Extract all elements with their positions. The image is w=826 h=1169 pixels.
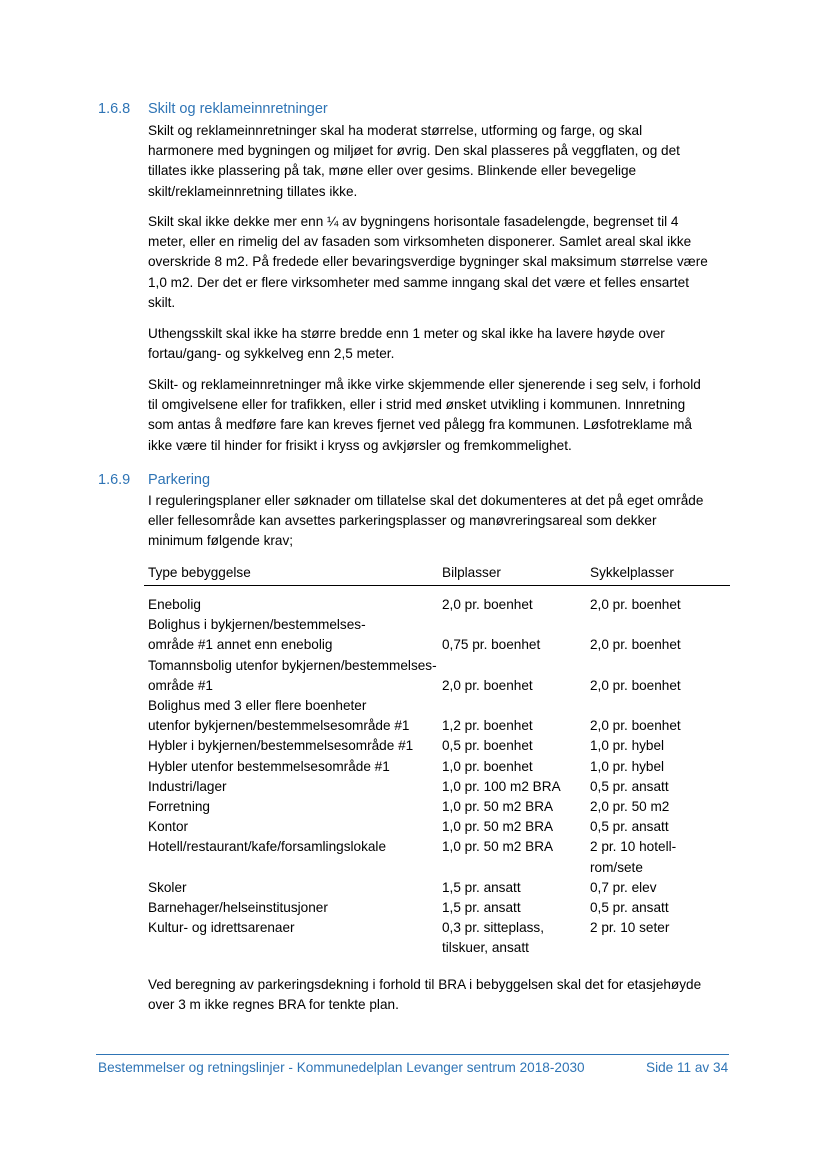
text-line: skilt. [148,294,176,310]
text-line: ikke være til hinder for frisikt i kryss og avkjørsler og fremkommelighet. [148,437,572,453]
cell-line: Tomannsbolig utenfor bykjernen/bestemmelses- [148,657,437,673]
header-sykkelplasser: Sykkelplasser [590,565,674,580]
parking-table [144,563,730,963]
cell-line: Enebolig [148,597,201,612]
cell-line: 2,0 pr. 50 m2 [590,799,670,814]
sykkelplasser-cell [590,736,664,756]
cell-line: Bolighus med 3 eller flere boenheter [148,698,367,713]
type-cell [148,898,328,918]
cell-line: Skoler [148,879,187,895]
sykkelplasser-cell [590,898,669,918]
cell-line: 0,5 pr. ansatt [590,819,669,835]
sykkelplasser-cell [590,817,669,837]
bilplasser-cell [442,898,521,918]
text-line: meter, eller en rimelig del av fasaden som virksomheten disponerer. Samlet areal skal ikke [148,234,692,250]
paragraph-skilt-2 [148,212,733,313]
bilplasser-cell [442,736,533,756]
cell-line [590,656,681,676]
type-cell [148,837,386,857]
text-line: til omgivelsene eller for trafikken, eller i strid med ønsket utvikling i kommunen. Innretning [148,397,686,413]
cell-line [442,615,540,635]
type-cell [148,878,187,898]
sykkelplasser-cell [590,656,681,696]
sykkelplasser-cell [590,777,669,797]
text-line: Ved beregning av parkeringsdekning i forhold til BRA i bebyggelsen skal det for etasjehøyde [148,977,702,992]
cell-line: Kultur- og idrettsarenaer [148,920,295,936]
sykkelplasser-cell [590,757,664,777]
sykkelplasser-cell [590,918,669,938]
paragraph-skilt-4 [148,375,733,456]
section-number: 1.6.9 [98,472,131,488]
bilplasser-cell [442,837,553,857]
bilplasser-cell [442,817,553,837]
cell-line: Industri/lager [148,778,227,794]
cell-line: 1,0 pr. 100 m2 BRA [442,778,561,794]
sykkelplasser-cell [590,696,681,736]
cell-line: Hybler i bykjernen/bestemmelsesområde #1 [148,738,414,754]
cell-line: 1,0 pr. hybel [590,758,665,774]
bilplasser-cell [442,918,544,958]
type-cell [148,736,413,756]
cell-line: 1,0 pr. 50 m2 BRA [442,799,554,814]
cell-line: 0,5 pr. boenhet [442,738,533,754]
cell-line: 1,5 pr. ansatt [442,900,521,915]
cell-line: 2,0 pr. boenhet [590,597,681,612]
bilplasser-cell [442,757,533,777]
bilplasser-cell [442,797,553,817]
bilplasser-cell [442,656,533,696]
cell-line: Kontor [148,819,189,835]
cell-line [442,656,533,676]
cell-line: 2 pr. 10 hotell- [590,839,677,855]
bilplasser-cell [442,777,561,797]
cell-line: 1,0 pr. 50 m2 BRA [442,839,554,855]
paragraph-skilt-3 [148,324,733,364]
text-line: Skilt- og reklameinnretninger må ikke virke skjemmende eller sjenerende i seg selv, i forhold [148,377,701,392]
type-cell [148,656,437,696]
cell-line: Hybler utenfor bestemmelsesområde #1 [148,758,390,774]
text-line: over 3 m ikke regnes BRA for tenkte plan. [148,997,399,1013]
cell-line: 1,0 pr. 50 m2 BRA [442,819,554,835]
cell-line: Hotell/restaurant/kafe/forsamlingslokale [148,839,387,855]
paragraph-skilt-1 [148,121,733,202]
table-header [144,563,730,583]
type-cell [148,696,409,736]
section-title: Skilt og reklameinnretninger [148,101,328,117]
cell-line: utenfor bykjernen/bestemmelsesområde #1 [148,718,410,734]
text-line: Skilt skal ikke dekke mer enn ¼ av bygningens horisontale fasadelengde, begrenset til 4 [148,214,679,229]
text-line: Uthengsskilt skal ikke ha større bredde enn 1 meter og skal ikke ha lavere høyde over [148,326,665,341]
text-line: 1,0 m2. Der det er flere virksomheter med samme inngang skal det være et felles ensartet [148,274,689,290]
footer-document-title: Bestemmelser og retningslinjer - Kommunedelplan Levanger sentrum 2018-2030 [98,1060,585,1075]
type-cell [148,817,188,837]
header-type-bebyggelse: Type bebyggelse [148,565,251,580]
bilplasser-cell [442,595,533,615]
section-title: Parkering [148,472,211,488]
cell-line: 1,0 pr. boenhet [442,758,533,774]
bilplasser-cell [442,615,540,655]
cell-line: 2,0 pr. boenhet [590,677,681,693]
cell-line: Barnehager/helseinstitusjoner [148,900,328,915]
paragraph-parkering-closing [148,975,733,1015]
cell-line: 0,75 pr. boenhet [442,637,541,653]
cell-line: område #1 [148,677,213,693]
cell-line: tilskuer, ansatt [442,940,529,956]
section-number: 1.6.8 [98,101,131,117]
footer-divider [96,1054,729,1055]
text-line: tillates ikke plassering på tak, møne eller over gesims. Blinkende eller bevegelige [148,163,637,179]
cell-line: 2,0 pr. boenhet [442,677,533,693]
type-cell [148,615,366,655]
cell-line: 1,2 pr. boenhet [442,718,533,734]
sykkelplasser-cell [590,797,669,817]
footer-page-number: Side 11 av 34 [646,1060,729,1075]
cell-line: Bolighus i bykjernen/bestemmelses- [148,617,366,633]
cell-line: 0,5 pr. ansatt [590,778,669,794]
cell-line [442,696,533,716]
cell-line: rom/sete [590,859,643,875]
sykkelplasser-cell [590,837,676,877]
type-cell [148,595,201,615]
text-line: som antas å medføre fare kan kreves fjernet ved pålegg fra kommunen. Løsfotreklame må [148,417,692,433]
cell-line: 2,0 pr. boenhet [442,597,533,612]
cell-line: 0,5 pr. ansatt [590,900,669,915]
cell-line: 2,0 pr. boenhet [590,718,681,734]
header-bilplasser: Bilplasser [442,565,501,580]
text-line: minimum følgende krav; [148,533,294,549]
text-line: skilt/reklameinnretning tillates ikke. [148,183,358,199]
cell-line: område #1 annet enn enebolig [148,637,333,653]
text-line: overskride 8 m2. På fredede eller bevaringsverdige bygninger skal maksimum størrelse være [148,254,708,270]
sykkelplasser-cell [590,595,681,615]
cell-line [590,696,681,716]
cell-line: 0,7 pr. elev [590,879,657,895]
text-line: fortau/gang- og sykkelveg enn 2,5 meter. [148,346,395,362]
sykkelplasser-cell [590,878,657,898]
cell-line: 2 pr. 10 seter [590,920,670,936]
cell-line: 2,0 pr. boenhet [590,637,681,653]
type-cell [148,757,390,777]
type-cell [148,918,295,938]
type-cell [148,777,227,797]
cell-line: 0,3 pr. sitteplass, [442,920,545,936]
text-line: Skilt og reklameinnretninger skal ha moderat størrelse, utforming og farge, og skal [148,123,643,138]
cell-line: 1,5 pr. ansatt [442,879,521,895]
text-line: eller fellesområde kan avsettes parkeringsplasser og manøvreringsareal som dekker [148,513,657,529]
cell-line [590,615,681,635]
cell-line: 1,0 pr. hybel [590,738,665,754]
type-cell [148,797,210,817]
text-line: I reguleringsplaner eller søknader om tillatelse skal det dokumenteres at det på eget område [148,493,704,508]
bilplasser-cell [442,878,521,898]
sykkelplasser-cell [590,615,681,655]
bilplasser-cell [442,696,533,736]
header-divider [144,585,730,586]
paragraph-parkering-intro [148,491,733,552]
text-line: harmonere med bygningen og miljøet for øvrig. Den skal plasseres på veggflaten, og det [148,143,680,159]
cell-line: Forretning [148,799,210,814]
